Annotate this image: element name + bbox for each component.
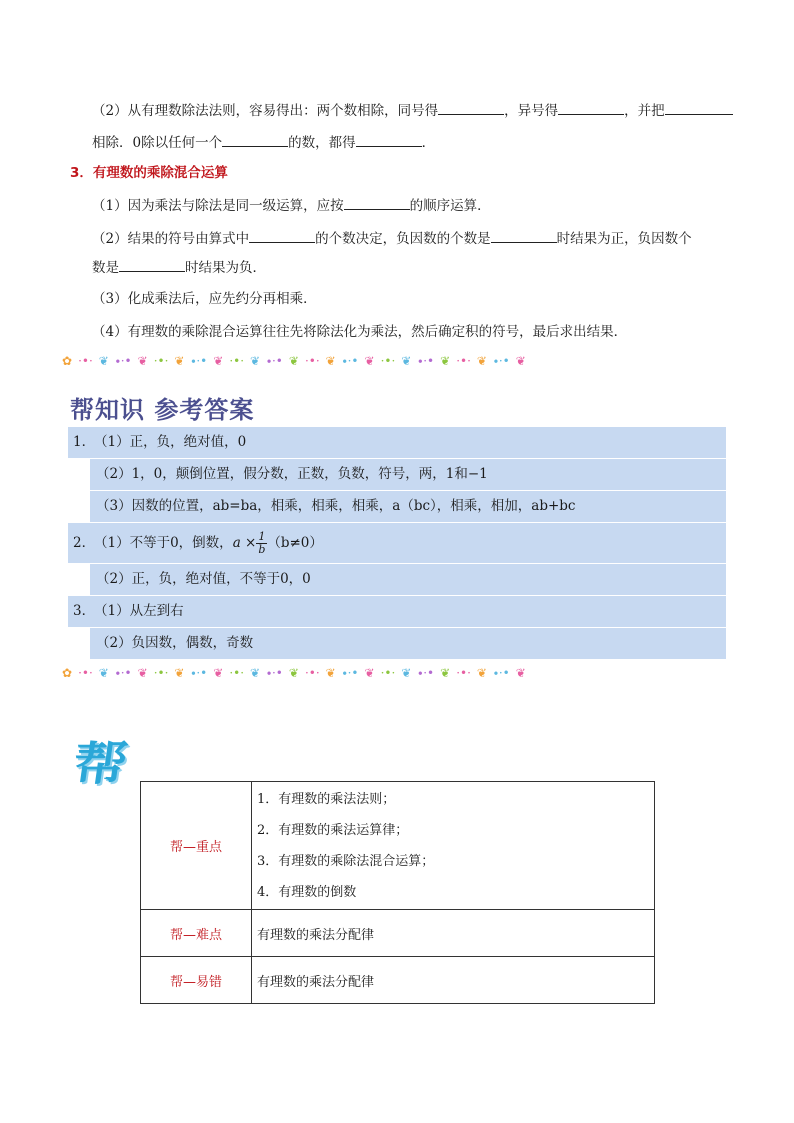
row-value bbox=[252, 782, 655, 910]
fraction-denominator: b bbox=[258, 543, 266, 556]
table-row bbox=[141, 910, 655, 957]
decorative-border-bottom: ✿ ·•· ❦ ∙·• ❦ ·•· ❦ ∙·• ❦ ·•· ❦ ∙·• ❦ ·•· ❦ ∙·• ❦ ·•· ❦ ∙·• ❦ ·•· ❦ ∙·• ❦ bbox=[62, 666, 526, 680]
answer-text: （1）正，负，绝对值，0 bbox=[94, 434, 247, 450]
intro-text-b: ，异号得 bbox=[504, 103, 559, 119]
answer-row bbox=[90, 564, 726, 596]
blank-field bbox=[491, 228, 557, 243]
answer-text: （1）从左到右 bbox=[94, 603, 184, 619]
section3-heading: 3．有理数的乘除混合运算 bbox=[70, 165, 228, 181]
section3-p1 bbox=[92, 195, 491, 216]
p2-text-b: 的个数决定，负因数的个数是 bbox=[315, 231, 491, 247]
decorative-border-top: ✿ ·•· ❦ ∙·• ❦ ·•· ❦ ∙·• ❦ ·•· ❦ ∙·• ❦ ·•· ❦ ∙·• ❦ ·•· ❦ ∙·• ❦ ·•· ❦ ∙·• ❦ bbox=[62, 354, 526, 368]
p2-text-c: 时结果为正，负因数个 bbox=[556, 231, 692, 247]
blank-field bbox=[665, 100, 733, 115]
answer-text-part: （b≠0） bbox=[267, 535, 323, 551]
answer-text: （3）因数的位置，ab=ba，相乘，相乘，相乘，a（bc），相乘，相加，ab+bc bbox=[96, 498, 576, 514]
intro-line-1 bbox=[92, 100, 733, 121]
intro-line-2 bbox=[92, 132, 435, 153]
list-item: 2．有理数的乘法运算律； bbox=[257, 823, 409, 838]
answer-row bbox=[68, 427, 726, 459]
answer-text: （2）正，负，绝对值，不等于0，0 bbox=[96, 571, 311, 587]
table-row bbox=[141, 782, 655, 910]
answer-number: 1． bbox=[73, 434, 96, 450]
answer-row bbox=[68, 523, 726, 564]
blank-field bbox=[344, 195, 410, 210]
list-item: 1．有理数的乘法法则； bbox=[257, 792, 396, 807]
p2-text-d: 数是 bbox=[92, 260, 119, 276]
blank-field bbox=[249, 228, 315, 243]
table-row bbox=[141, 957, 655, 1004]
answers-title: 帮知识 参考答案 bbox=[70, 396, 255, 424]
answer-row bbox=[90, 459, 726, 491]
section3-p4: （4）有理数的乘除混合运算往往先将除法化为乘法，然后确定积的符号，最后求出结果． bbox=[92, 324, 628, 340]
bang-logo: 帮 bbox=[69, 737, 130, 791]
fraction-numerator: 1 bbox=[258, 530, 266, 543]
answer-row bbox=[90, 628, 726, 660]
row-value: 有理数的乘法分配律 bbox=[252, 957, 655, 1004]
key-points-table bbox=[140, 781, 655, 1004]
row-label: 帮—易错 bbox=[141, 957, 252, 1004]
list-item: 3．有理数的乘除法混合运算； bbox=[257, 854, 435, 869]
intro-text-f: ． bbox=[421, 135, 436, 151]
fraction bbox=[256, 531, 267, 556]
section3-p2-cont bbox=[92, 257, 266, 278]
answer-text: （2）负因数，偶数，奇数 bbox=[96, 635, 254, 651]
answer-text-part: （1）不等于0，倒数， bbox=[94, 535, 233, 551]
p2-text-a: （2）结果的符号由算式中 bbox=[92, 231, 250, 247]
intro-text-d: 相除．0除以任何一个 bbox=[92, 135, 223, 151]
p1-text-a: （1）因为乘法与除法是同一级运算，应按 bbox=[92, 198, 344, 214]
answer-number: 2． bbox=[73, 535, 96, 551]
answer-row bbox=[90, 491, 726, 523]
answer-number: 3． bbox=[73, 603, 96, 619]
row-label: 帮—难点 bbox=[141, 910, 252, 957]
math-expression: a × bbox=[232, 535, 257, 551]
blank-field bbox=[119, 257, 185, 272]
answer-text: （2）1，0，颠倒位置，假分数，正数，负数，符号，两，1和−1 bbox=[96, 466, 488, 482]
p1-text-b: 的顺序运算． bbox=[409, 198, 491, 214]
p2-text-e: 时结果为负． bbox=[185, 260, 266, 276]
answer-row bbox=[68, 596, 726, 628]
blank-field bbox=[222, 132, 288, 147]
section3-p3: （3）化成乘法后，应先约分再相乘． bbox=[92, 291, 317, 307]
blank-field bbox=[558, 100, 624, 115]
row-value: 有理数的乘法分配律 bbox=[252, 910, 655, 957]
intro-text-e: 的数，都得 bbox=[288, 135, 356, 151]
list-item: 4．有理数的倒数 bbox=[257, 885, 357, 900]
answer-text bbox=[94, 523, 323, 563]
intro-text-c: ，并把 bbox=[624, 103, 665, 119]
blank-field bbox=[356, 132, 422, 147]
answers-table bbox=[68, 427, 726, 660]
row-label: 帮—重点 bbox=[141, 782, 252, 910]
intro-text-a: （2）从有理数除法法则，容易得出：两个数相除，同号得 bbox=[92, 103, 439, 119]
section3-p2 bbox=[92, 228, 692, 249]
blank-field bbox=[438, 100, 504, 115]
